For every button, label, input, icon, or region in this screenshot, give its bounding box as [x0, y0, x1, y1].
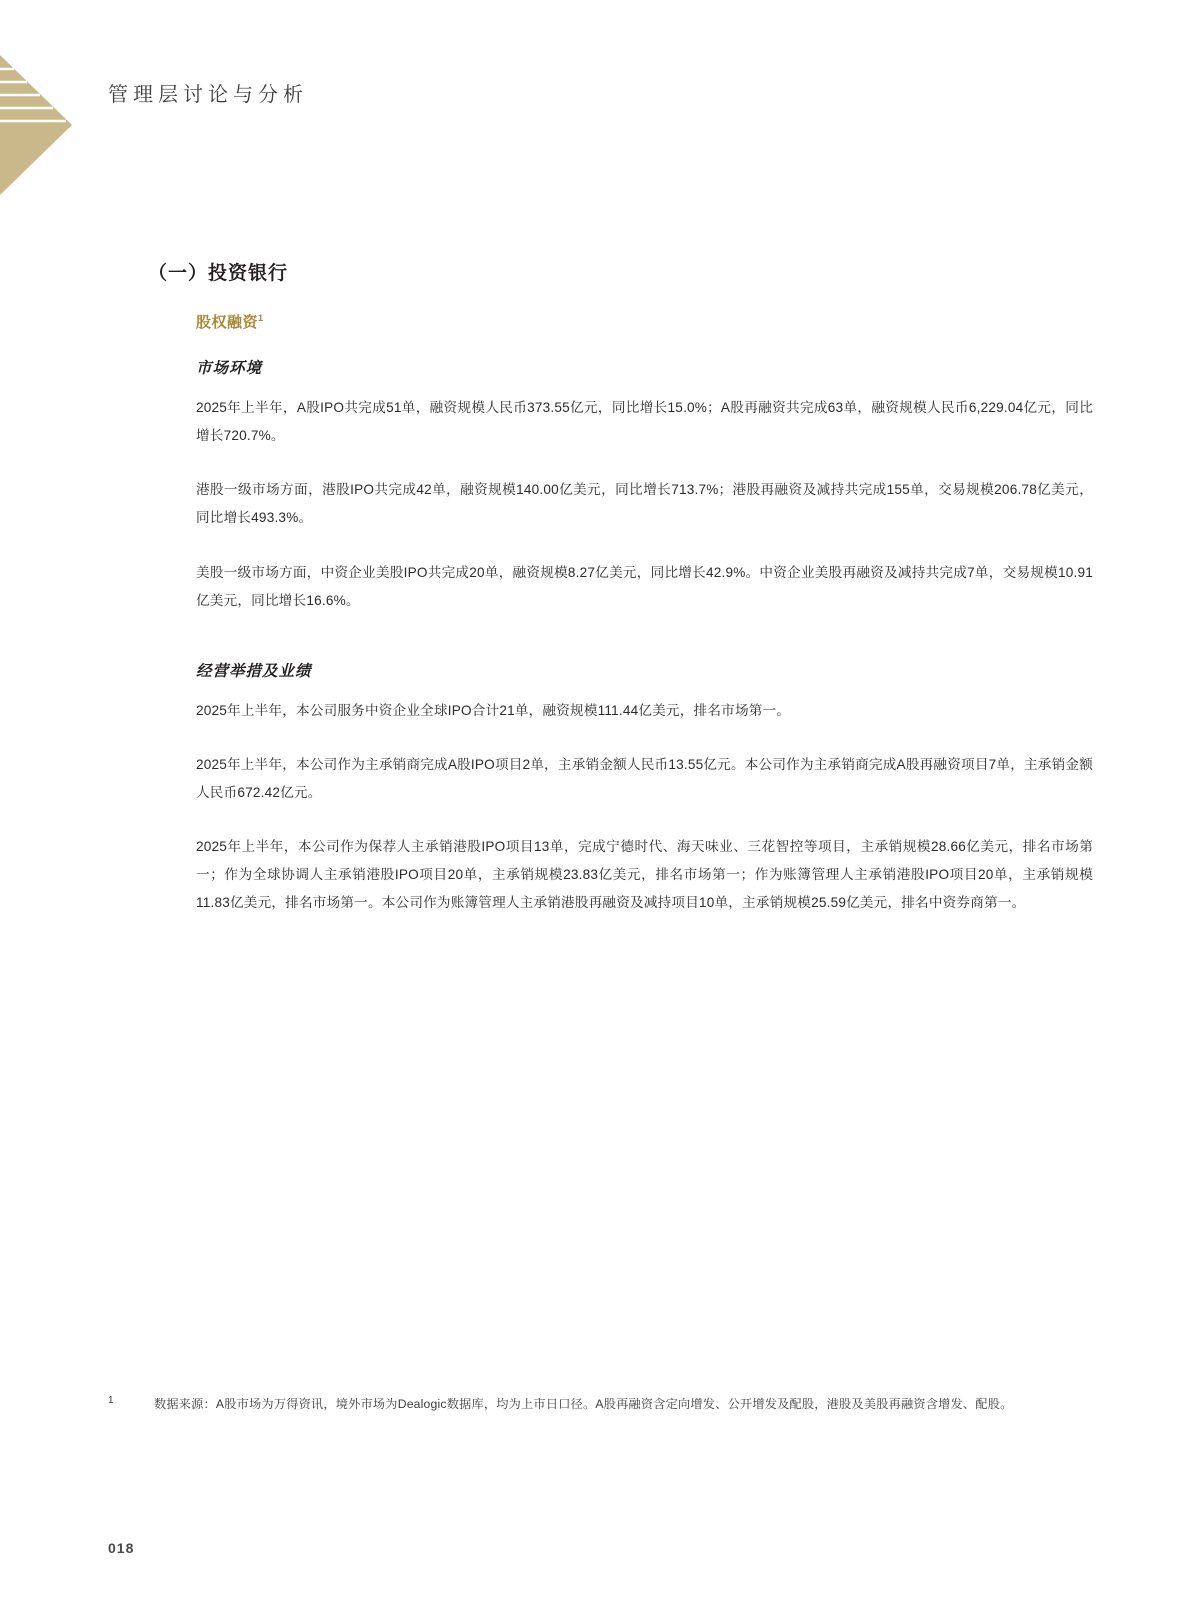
page-title: 管理层讨论与分析	[108, 84, 308, 106]
footnote-marker: 1	[108, 1395, 114, 1406]
section-subtitle	[196, 311, 1093, 332]
group-heading-operations-performance: 经营举措及业绩	[196, 662, 312, 680]
paragraph: 美股一级市场方面，中资企业美股IPO共完成20单，融资规模8.27亿美元，同比增长42.9%。中资企业美股再融资及减持共完成7单，交易规模10.91亿美元，同比增长16.6%。	[196, 564, 1093, 608]
group-heading-market-environment: 市场环境	[196, 360, 263, 377]
section-title: （一）投资银行	[148, 263, 289, 284]
section-subtitle-text: 股权融资	[196, 314, 259, 331]
paragraph: 港股一级市场方面，港股IPO共完成42单，融资规模140.00亿美元，同比增长713.7%；港股再融资及减持共完成155单，交易规模206.78亿美元，同比增长493.3%。	[196, 482, 1093, 526]
footnote-reference: 1	[258, 313, 264, 323]
paragraph: 2025年上半年，本公司作为主承销商完成A股IPO项目2单，主承销金额人民币13.55亿元。本公司作为主承销商完成A股再融资项目7单，主承销金额人民币672.42亿元。	[196, 756, 1093, 800]
footnote-text: 数据来源：A股市场为万得资讯，境外市场为Dealogic数据库，均为上市日口径。A股再融资含定向增发、公开增发及配股，港股及美股再融资含增发、配股。	[154, 1397, 1013, 1411]
document-content	[148, 258, 1093, 918]
page-header	[0, 0, 1190, 200]
paragraph: 2025年上半年，A股IPO共完成51单，融资规模人民币373.55亿元，同比增长15.0%；A股再融资共完成63单，融资规模人民币6,229.04亿元，同比增长720.7%。	[196, 400, 1093, 444]
page-number: 018	[108, 1540, 135, 1556]
paragraph: 2025年上半年，本公司作为保荐人主承销港股IPO项目13单，完成宁德时代、海天味业、三花智控等项目，主承销规模28.66亿美元，排名市场第一；作为全球协调人主承销港股IPO项目20单，主承销规模23.83亿美元，排名市场第一；作为账簿管理人主承销港股IPO项目20单，主承销规模11.83亿美元，排名市场第一。本公司作为账簿管理人主承销港股再融资及减持项目10单，主承销规模25.59亿美元，排名中资券商第一。	[196, 839, 1093, 911]
footnote	[108, 1393, 1108, 1417]
paragraph: 2025年上半年，本公司服务中资企业全球IPO合计21单，融资规模111.44亿美元，排名市场第一。	[196, 702, 791, 718]
decorative-corner-icon	[0, 55, 72, 195]
